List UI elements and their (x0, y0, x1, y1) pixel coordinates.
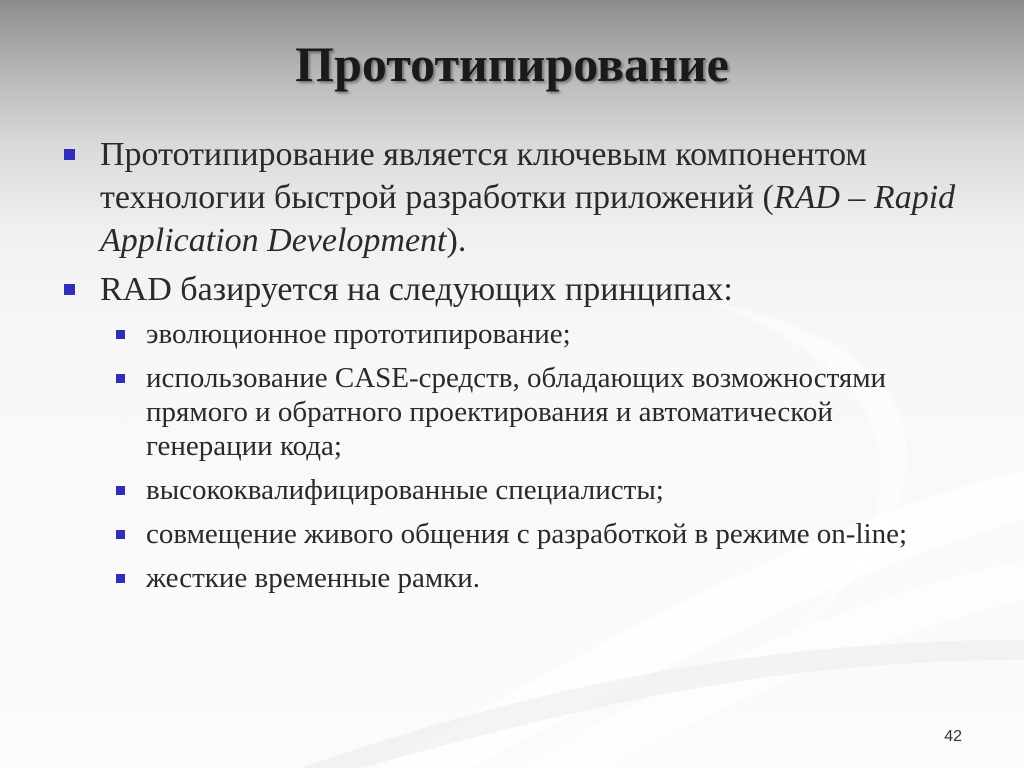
subbullet-text: эволюционное прототипирование; (146, 318, 571, 350)
subbullet-text: жесткие временные рамки. (146, 562, 481, 594)
subbullet-item (62, 561, 962, 595)
bullet-text: ). (446, 222, 467, 259)
square-bullet-icon (64, 149, 75, 160)
subbullet-text: совмещение живого общения с разработкой в режиме on-line; (146, 518, 908, 550)
square-bullet-icon (116, 486, 125, 495)
subbullet-item (62, 361, 962, 463)
bullet-text: RAD базируется на следующих принципах: (100, 271, 733, 308)
bullet-text-italic: RAD – Rapid Application Development (100, 179, 956, 259)
subbullet-text: использование CASE-средств, обладающих возможностями прямого и обратного проектирования и автоматической генерации кода; (146, 362, 887, 462)
bullet-text: Прототипирование является ключевым компонентом технологии быстрой разработки приложений ( (100, 136, 867, 216)
slide-content (62, 133, 962, 605)
slide-number: 42 (944, 728, 962, 745)
subbullet-item (62, 317, 962, 351)
subbullet-text: высококвалифицированные специалисты; (146, 474, 664, 506)
square-bullet-icon (116, 374, 125, 383)
subbullet-item (62, 473, 962, 507)
square-bullet-icon (116, 330, 125, 339)
subbullet-item (62, 517, 962, 551)
slide-title: Прототипирование (295, 36, 729, 92)
bullet-item-rad-principles (62, 268, 962, 311)
square-bullet-icon (116, 574, 125, 583)
bullet-item-rad-definition (62, 133, 962, 262)
square-bullet-icon (116, 530, 125, 539)
square-bullet-icon (64, 284, 75, 295)
